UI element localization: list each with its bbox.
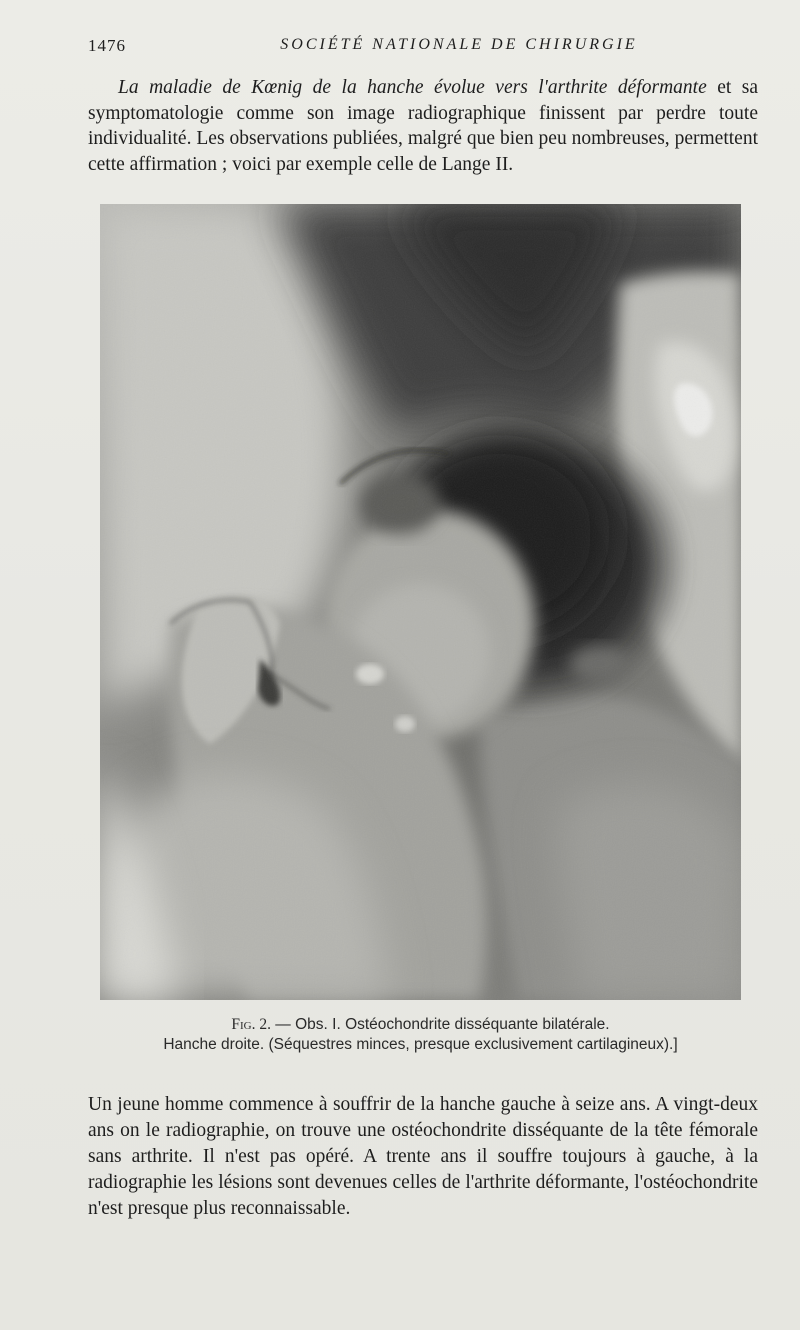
body-paragraph: Un jeune homme commence à souffrir de la hanche gauche à seize ans. A vingt-deux ans on le radiographie, on trouve une ostéochondrite disséquante de la tête fémorale sans arthrite. Il n'est pas opéré. A trente ans il souffre toujours à gauche, à la radiographie les lésions sont devenues celles de l'arthrite déformante, l'ostéochondrite n'est presque plus reconnaissable. [88,1094,758,1219]
hip-radiograph-image [100,204,741,1000]
caption-text-1: — Obs. I. Ostéochondrite disséquante bilatérale. [271,1016,610,1033]
intro-text: et sa symptomatologie comme son image radiographique finissent par perdre toute individualité. Les observations publiées, malgré que bien peu nombreuses, permettent cette affirmation ; voici par exemple celle de Lange II. [88,77,758,175]
intro-paragraph [88,75,758,177]
figure-caption [100,1015,741,1055]
page-number: 1476 [88,36,126,55]
caption-line-2: Hanche droite. (Séquestres minces, presque exclusivement cartilagineux).] [163,1036,678,1053]
caption-line-1 [100,1015,741,1035]
intro-italic-text: La maladie de Kœnig de la hanche évolue vers l'arthrite déformante [118,77,707,98]
running-title: SOCIÉTÉ NATIONALE DE CHIRURGIE [280,36,638,53]
radiograph-drawing [100,204,741,1000]
figure-label: Fig. 2. [231,1016,271,1033]
page-header [88,36,760,58]
